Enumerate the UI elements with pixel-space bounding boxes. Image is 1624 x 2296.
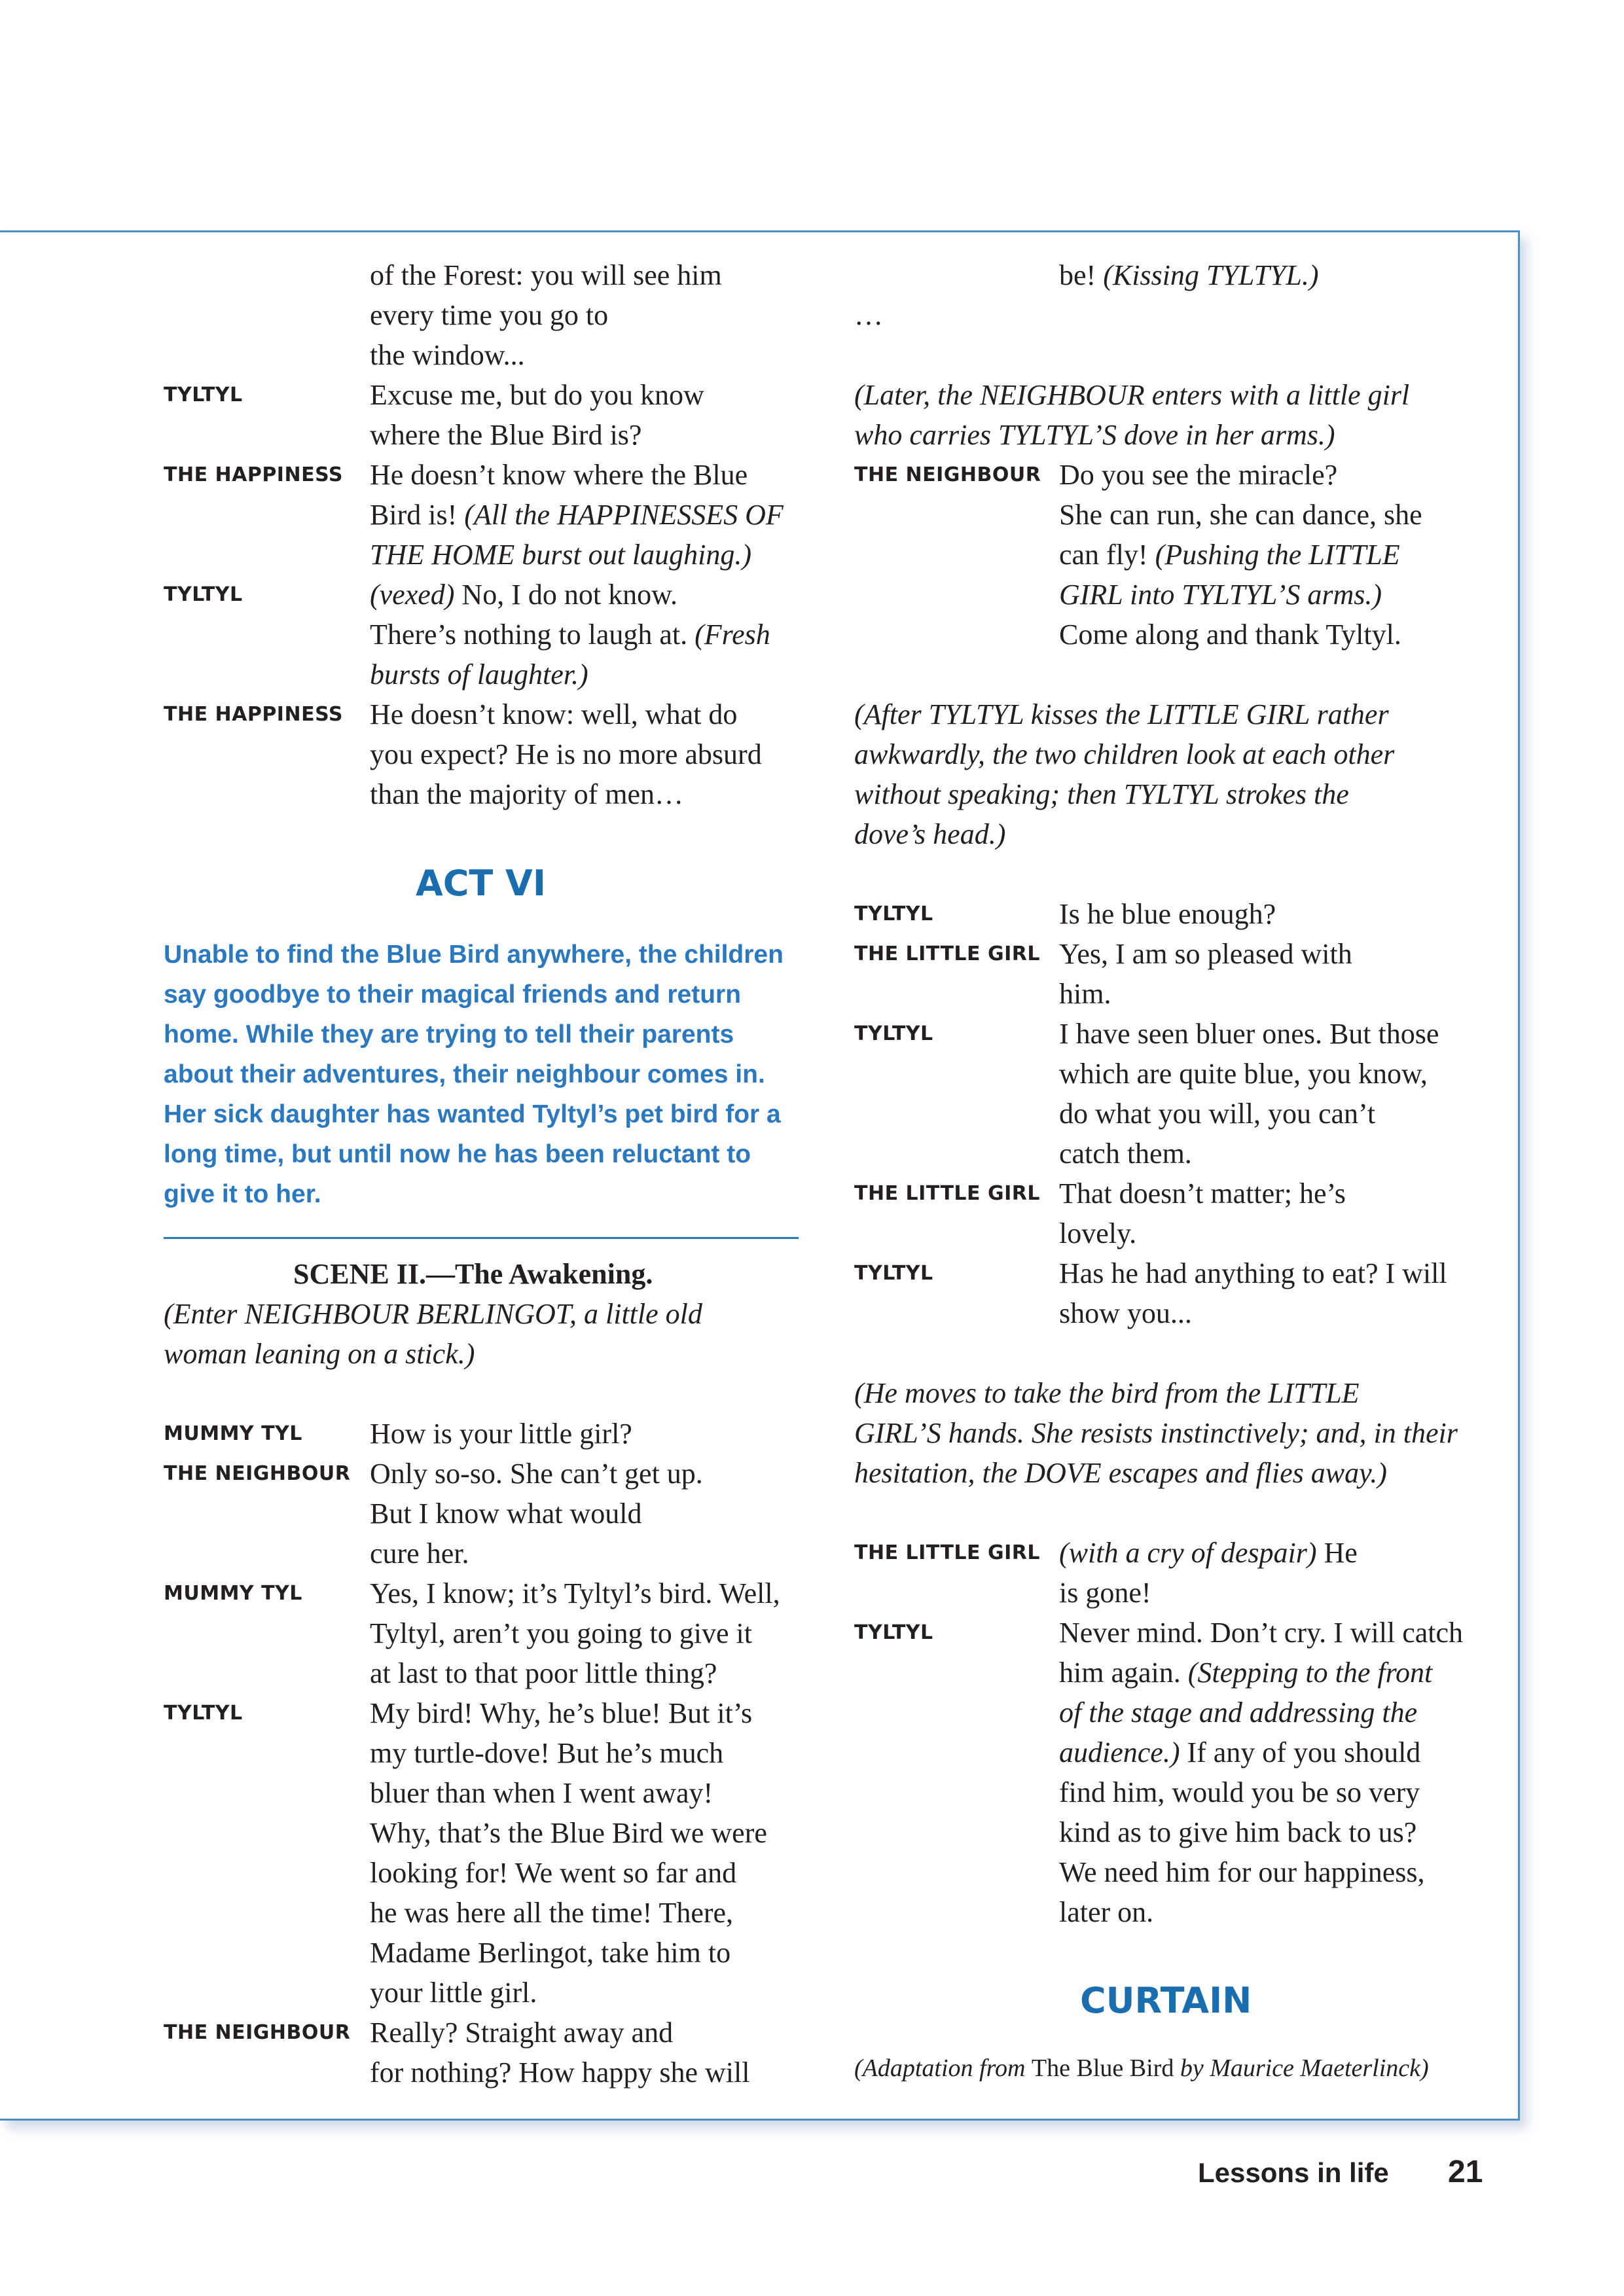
speaker-label: THE NEIGHBOUR: [854, 463, 1041, 486]
dialogue-line: the window...: [370, 339, 525, 371]
speaker-label: THE LITTLE GIRL: [854, 942, 1040, 965]
dialogue-line: of the Forest: you will see him: [370, 259, 722, 291]
act-summary: Unable to find the Blue Bird anywhere, the children say goodbye to their magical friends and return home. While they are trying to tell their parents about their adventures, their neighbour comes in. Her sick daughter has wanted Tyltyl’s pet bird for a long time, but until now he has been reluctant to give it to her.: [164, 941, 784, 1208]
dialogue-line: lovely.: [1059, 1217, 1137, 1249]
dialogue-line: Do you see the miracle?: [1059, 459, 1338, 491]
stage-direction: dove’s head.): [854, 818, 1006, 850]
dialogue-text: Bird is!: [370, 499, 465, 531]
stage-direction: GIRL into TYLTYL’S arms.): [1059, 579, 1382, 611]
stage-direction: (Later, the NEIGHBOUR enters with a little girl: [854, 379, 1410, 411]
dialogue-line: Really? Straight away and: [370, 2017, 674, 2049]
dialogue-text: He: [1316, 1537, 1358, 1569]
dialogue-line: find him, would you be so very: [1059, 1776, 1420, 1808]
dialogue-line: [370, 495, 784, 535]
dialogue-line: him.: [1059, 978, 1111, 1010]
stage-direction: who carries TYLTYL’S dove in her arms.): [854, 419, 1335, 451]
stage-direction: awkwardly, the two children look at each other: [854, 738, 1395, 770]
credit-title: The Blue Bird: [1031, 2054, 1174, 2082]
curtain-heading: CURTAIN: [1080, 1980, 1252, 2021]
dialogue-line: later on.: [1059, 1896, 1154, 1928]
dialogue-text: There’s nothing to laugh at.: [370, 619, 695, 651]
speaker-label: MUMMY TYL: [164, 1582, 302, 1605]
adaptation-credit: [854, 2049, 1429, 2089]
stage-direction: (with a cry of despair): [1059, 1537, 1317, 1569]
dialogue-line: bluer than when I went away!: [370, 1777, 713, 1809]
dialogue-line: But I know what would: [370, 1498, 642, 1530]
speaker-label: THE NEIGHBOUR: [164, 2021, 351, 2044]
credit-author: by Maurice Maeterlinck): [1174, 2054, 1429, 2082]
scene-title: SCENE II.—The Awakening.: [293, 1258, 653, 1290]
speaker-label: MUMMY TYL: [164, 1422, 302, 1445]
speaker-label: TYLTYL: [854, 1262, 933, 1285]
stage-direction: (Fresh: [695, 619, 770, 651]
dialogue-line: at last to that poor little thing?: [370, 1657, 717, 1689]
footer-section-title: Lessons in life: [1198, 2157, 1389, 2188]
dialogue-line: than the majority of men…: [370, 778, 683, 810]
dialogue-line: [1059, 1732, 1420, 1772]
dialogue-text: him again.: [1059, 1657, 1188, 1689]
stage-direction: (Kissing TYLTYL.): [1103, 259, 1319, 291]
dialogue-line: every time you go to: [370, 299, 609, 331]
dialogue-line: Has he had anything to eat? I will: [1059, 1257, 1447, 1289]
act-heading: ACT VI: [416, 863, 546, 904]
stage-direction: (He moves to take the bird from the LITTLE: [854, 1377, 1360, 1409]
dialogue-line: he was here all the time! There,: [370, 1897, 734, 1929]
dialogue-line: [370, 615, 770, 655]
dialogue-line: Come along and thank Tyltyl.: [1059, 619, 1401, 651]
speaker-label: THE HAPPINESS: [164, 463, 343, 486]
stage-direction: (After TYLTYL kisses the LITTLE GIRL rather: [854, 698, 1389, 730]
ellipsis: …: [854, 299, 883, 331]
dialogue-line: He doesn’t know where the Blue: [370, 459, 748, 491]
stage-direction: without speaking; then TYLTYL strokes the: [854, 778, 1349, 810]
page-number: 21: [1448, 2155, 1483, 2189]
dialogue-line: We need him for our happiness,: [1059, 1856, 1425, 1888]
stage-direction: (Enter NEIGHBOUR BERLINGOT, a little old: [164, 1298, 702, 1330]
dialogue-line: That doesn’t matter; he’s: [1059, 1177, 1346, 1210]
dialogue-line: Only so-so. She can’t get up.: [370, 1458, 703, 1490]
speaker-label: THE HAPPINESS: [164, 703, 343, 726]
dialogue-line: Tyltyl, aren’t you going to give it: [370, 1617, 752, 1649]
stage-direction: audience.): [1059, 1736, 1180, 1768]
dialogue-text: If any of you should: [1180, 1736, 1421, 1768]
stage-direction: THE HOME burst out laughing.): [370, 539, 751, 571]
dialogue-line: looking for! We went so far and: [370, 1857, 737, 1889]
stage-direction: (Stepping to the front: [1187, 1657, 1433, 1689]
dialogue-line: my turtle-dove! But he’s much: [370, 1737, 724, 1769]
dialogue-line: is gone!: [1059, 1577, 1151, 1609]
stage-direction: (All the HAPPINESSES OF: [464, 499, 784, 531]
speaker-label: THE NEIGHBOUR: [164, 1462, 351, 1485]
speaker-label: TYLTYL: [854, 1621, 933, 1644]
dialogue-line: [1059, 1653, 1432, 1693]
dialogue-line: which are quite blue, you know,: [1059, 1058, 1428, 1090]
dialogue-line: do what you will, you can’t: [1059, 1098, 1376, 1130]
dialogue-line: How is your little girl?: [370, 1418, 632, 1450]
dialogue-line: show you...: [1059, 1297, 1192, 1329]
dialogue-line: kind as to give him back to us?: [1059, 1816, 1417, 1848]
dialogue-line: you expect? He is no more absurd: [370, 738, 762, 770]
dialogue-text: can fly!: [1059, 539, 1155, 571]
dialogue-line: [370, 575, 677, 615]
stage-direction: GIRL’S hands. She resists instinctively; and, in their: [854, 1417, 1458, 1449]
speaker-label: TYLTYL: [164, 583, 243, 606]
stage-direction: hesitation, the DOVE escapes and flies away.): [854, 1457, 1387, 1489]
stage-direction: of the stage and addressing the: [1059, 1696, 1418, 1729]
dialogue-line: catch them.: [1059, 1138, 1192, 1170]
stage-direction: woman leaning on a stick.): [164, 1338, 475, 1370]
speaker-label: TYLTYL: [164, 384, 243, 406]
speaker-label: TYLTYL: [164, 1702, 243, 1725]
divider: [164, 1237, 799, 1239]
speaker-label: TYLTYL: [854, 903, 933, 925]
stage-direction: (Pushing the LITTLE: [1155, 539, 1400, 571]
dialogue-line: Is he blue enough?: [1059, 898, 1276, 930]
speaker-label: THE LITTLE GIRL: [854, 1541, 1040, 1564]
stage-direction: (vexed): [370, 579, 455, 611]
dialogue-text: be!: [1059, 259, 1104, 291]
dialogue-line: My bird! Why, he’s blue! But it’s: [370, 1697, 753, 1729]
dialogue-line: He doesn’t know: well, what do: [370, 698, 738, 730]
dialogue-line: [1059, 535, 1400, 575]
dialogue-line: Never mind. Don’t cry. I will catch: [1059, 1617, 1464, 1649]
dialogue-line: cure her.: [370, 1537, 469, 1570]
dialogue-line: your little girl.: [370, 1977, 537, 2009]
stage-direction: bursts of laughter.): [370, 658, 588, 691]
dialogue-line: Excuse me, but do you know: [370, 379, 704, 411]
dialogue-line: She can run, she can dance, she: [1059, 499, 1422, 531]
dialogue-line: where the Blue Bird is?: [370, 419, 642, 451]
dialogue-line: Yes, I am so pleased with: [1059, 938, 1352, 970]
dialogue-line: Madame Berlingot, take him to: [370, 1937, 731, 1969]
dialogue-line: for nothing? How happy she will: [370, 2056, 750, 2089]
dialogue-line: Yes, I know; it’s Tyltyl’s bird. Well,: [370, 1577, 780, 1609]
dialogue-text: No, I do not know.: [454, 579, 677, 611]
dialogue-line: [1059, 1533, 1358, 1573]
speaker-label: THE LITTLE GIRL: [854, 1182, 1040, 1205]
speaker-label: TYLTYL: [854, 1022, 933, 1045]
dialogue-line: [1059, 255, 1318, 295]
dialogue-line: I have seen bluer ones. But those: [1059, 1018, 1439, 1050]
credit-prefix: (Adaptation from: [854, 2054, 1032, 2082]
dialogue-line: Why, that’s the Blue Bird we were: [370, 1817, 767, 1849]
